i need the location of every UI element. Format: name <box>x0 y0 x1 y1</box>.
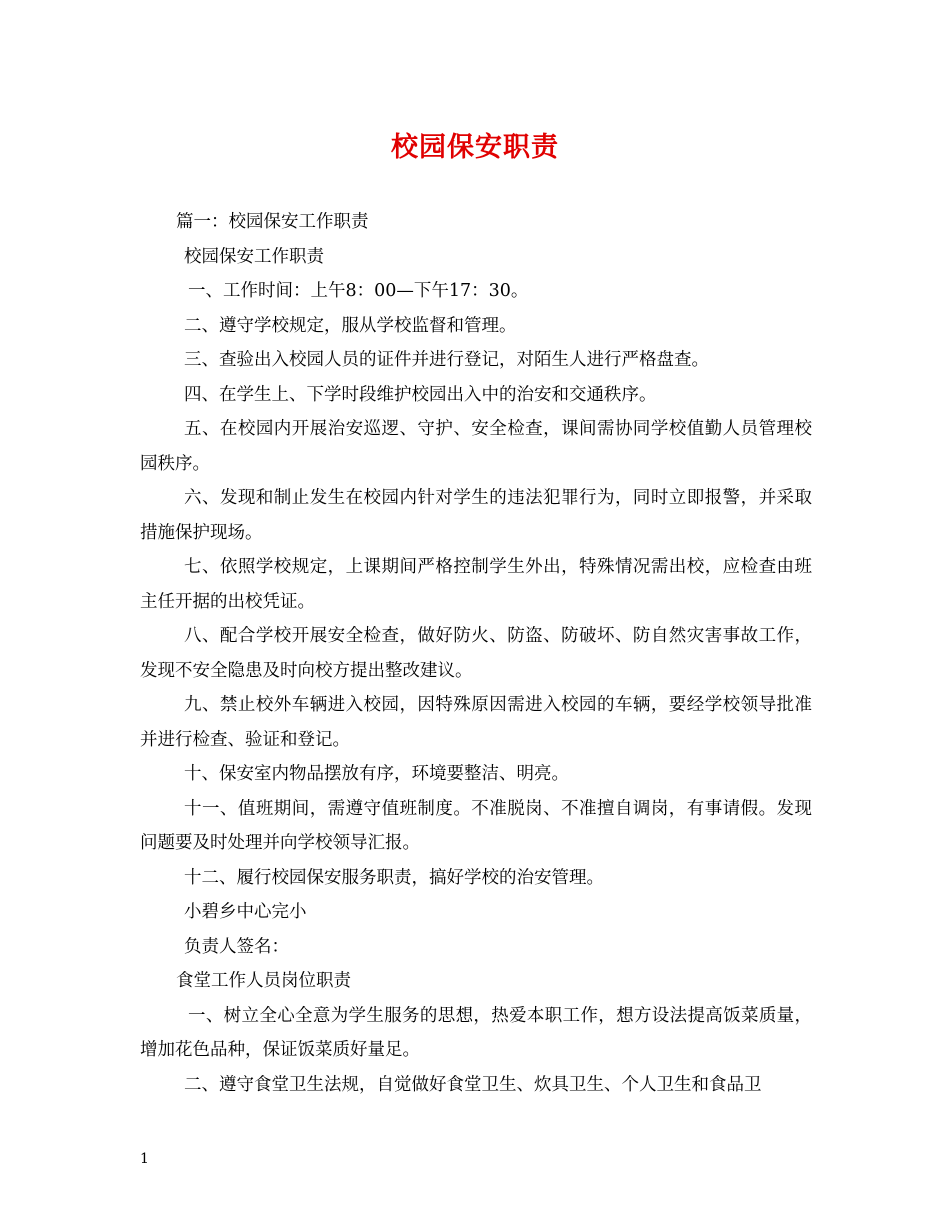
page-number: 1 <box>140 1151 149 1167</box>
paragraph: 二、遵守食堂卫生法规，自觉做好食堂卫生、炊具卫生、个人卫生和食品卫 <box>184 1074 762 1095</box>
paragraph: 十一、值班期间，需遵守值班制度。不准脱岗、不准擅自调岗，有事请假。发现问题要及时处理并向学校领导汇报。 <box>140 798 812 853</box>
paragraph: 九、禁止校外车辆进入校园，因特殊原因需进入校园的车辆，要经学校领导批准并进行检查、验证和登记。 <box>140 695 812 750</box>
paragraph: 一、工作时间：上午8：00—下午17：30。 <box>188 281 529 301</box>
paragraph: 三、查验出入校园人员的证件并进行登记，对陌生人进行严格盘查。 <box>184 350 709 370</box>
paragraph: 二、遵守学校规定，服从学校监督和管理。 <box>184 315 517 336</box>
document-body <box>140 205 812 1102</box>
paragraph: 一、树立全心全意为学生服务的思想，热爱本职工作，想方设法提高饭菜质量，增加花色品种，保证饭菜质好量足。 <box>140 1005 812 1060</box>
paragraph: 八、配合学校开展安全检查，做好防火、防盗、防破坏、防自然灾害事故工作，发现不安全隐患及时向校方提出整改建议。 <box>140 626 812 681</box>
school-name: 小碧乡中心完小 <box>184 902 307 922</box>
paragraph: 十、保安室内物品摆放有序，环境要整洁、明亮。 <box>184 764 569 784</box>
paragraph: 十二、履行校园保安服务职责，搞好学校的治安管理。 <box>184 867 604 888</box>
subsection-heading: 校园保安工作职责 <box>184 246 324 267</box>
paragraph: 四、在学生上、下学时段维护校园出入中的治安和交通秩序。 <box>184 384 657 405</box>
section-heading: 食堂工作人员岗位职责 <box>176 971 351 991</box>
paragraph: 六、发现和制止发生在校园内针对学生的违法犯罪行为，同时立即报警，并采取措施保护现场。 <box>140 488 812 543</box>
paragraph: 七、依照学校规定，上课期间严格控制学生外出，特殊情况需出校，应检查由班主任开据的出校凭证。 <box>140 557 812 612</box>
signature-line: 负责人签名： <box>184 936 289 957</box>
paragraph: 五、在校园内开展治安巡逻、守护、安全检查，课间需协同学校值勤人员管理校园秩序。 <box>140 419 812 474</box>
section-heading: 篇一：校园保安工作职责 <box>176 212 369 232</box>
document-title: 校园保安职责 <box>391 132 559 163</box>
